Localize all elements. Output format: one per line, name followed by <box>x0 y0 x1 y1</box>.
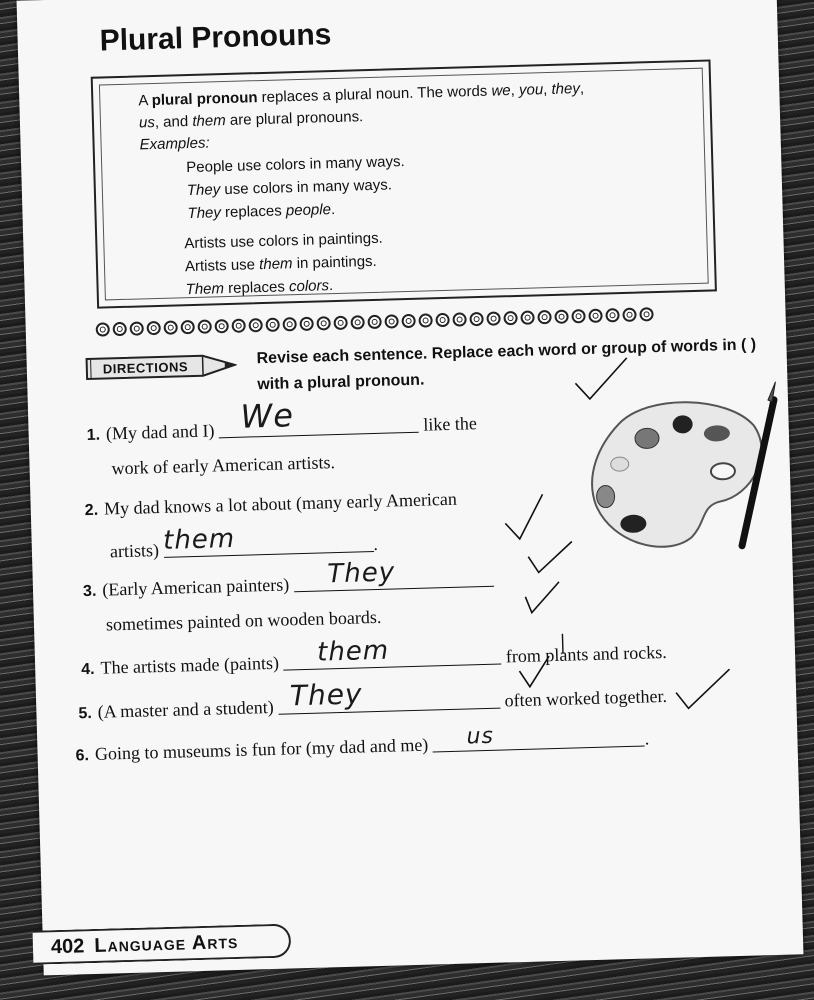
decorative-dot <box>588 309 602 323</box>
decorative-dot <box>232 319 246 333</box>
answer-blank-6[interactable] <box>432 723 645 753</box>
decorative-dot <box>248 318 262 332</box>
rule-intro: A plural pronoun replaces a plural noun. The words we, you, they, <box>138 79 585 110</box>
exercise-2: 2. My dad knows a lot about (many early American <box>84 488 458 520</box>
decorative-dot <box>333 316 347 330</box>
exercise-3-cont: sometimes painted on wooden boards. <box>105 606 382 635</box>
check-mark-icon <box>675 669 730 708</box>
answer-blank-1[interactable] <box>219 396 420 439</box>
decorative-dot <box>503 311 517 325</box>
decorative-dot <box>418 313 432 327</box>
decorative-dot <box>469 312 483 326</box>
example-4: Artists use colors in paintings. <box>184 229 383 253</box>
answer-5: They <box>289 677 363 713</box>
answer-blank-3[interactable] <box>293 557 494 593</box>
example-6: Them replaces colors. <box>185 277 334 299</box>
decorative-dot <box>215 319 229 333</box>
check-mark-icon <box>525 582 560 613</box>
decorative-dot <box>265 318 279 332</box>
exercise-2-cont: artists) them . <box>109 523 379 562</box>
answer-blank-2[interactable] <box>162 523 374 558</box>
exercise-3: 3. (Early American painters) They <box>83 566 494 601</box>
exercise-1-cont: work of early American artists. <box>111 452 336 479</box>
examples-label: Examples: <box>139 134 210 154</box>
answer-2: them <box>162 523 236 556</box>
decorative-dot <box>554 310 568 324</box>
decorative-dot <box>435 313 449 327</box>
example-3: They replaces people. <box>187 200 336 223</box>
answer-4: them <box>316 635 390 668</box>
check-mark-icon <box>528 542 573 573</box>
answer-blank-4[interactable] <box>283 635 502 671</box>
paint-blob-icon <box>596 485 615 507</box>
decorative-dot <box>350 315 364 329</box>
check-mark-icon <box>505 494 544 539</box>
example-1: People use colors in many ways. <box>186 153 405 177</box>
directions-pencil-badge <box>84 351 237 383</box>
exercise-5: 5. (A master and a student) They often worked together. <box>78 677 668 723</box>
decorative-dot-border <box>96 307 654 337</box>
directions-text: Revise each sentence. Replace each word or group of words in ( ) with a plural pronoun. <box>256 336 757 394</box>
decorative-dot <box>147 321 161 335</box>
decorative-dot <box>96 322 110 336</box>
worksheet-page <box>17 0 804 975</box>
exercise-1: 1. (My dad and I) We like the <box>86 396 478 445</box>
decorative-dot <box>282 317 296 331</box>
answer-1: We <box>240 396 295 436</box>
directions-label: DIRECTIONS <box>102 359 189 377</box>
section-name: Language Arts <box>94 930 239 957</box>
example-5: Artists use them in paintings. <box>184 252 377 276</box>
paint-blob-icon <box>611 457 629 471</box>
example-2: They use colors in many ways. <box>186 176 393 200</box>
decorative-dot <box>367 315 381 329</box>
decorative-dot <box>605 308 619 322</box>
decorative-dot <box>198 319 212 333</box>
decorative-dot <box>622 308 636 322</box>
page-footer <box>33 924 292 965</box>
answer-blank-5[interactable] <box>278 677 500 715</box>
rule-intro-cont: us, and them are plural pronouns. <box>138 108 364 132</box>
decorative-dot <box>384 314 398 328</box>
page-number: 402 <box>50 934 85 958</box>
decorative-dot <box>452 312 466 326</box>
decorative-dot <box>639 307 653 321</box>
paint-blob-icon <box>635 428 660 449</box>
decorative-dot <box>571 309 585 323</box>
answer-6: us <box>466 723 495 750</box>
decorative-dot <box>181 320 195 334</box>
palette-thumb-hole <box>711 463 735 480</box>
decorative-dot <box>113 322 127 336</box>
page-title: Plural Pronouns <box>99 18 332 58</box>
rule-box <box>91 59 717 308</box>
exercise-6: 6. Going to museums is fun for (my dad and me) us . <box>75 723 650 765</box>
decorative-dot <box>299 317 313 331</box>
exercise-4: 4. The artists made (paints) them from plants and rocks. <box>81 635 668 679</box>
decorative-dot <box>130 321 144 335</box>
decorative-dot <box>164 320 178 334</box>
decorative-dot <box>401 314 415 328</box>
decorative-dot <box>316 316 330 330</box>
paint-palette-icon <box>577 380 782 566</box>
answer-3: They <box>327 557 396 590</box>
decorative-dot <box>537 310 551 324</box>
decorative-dot <box>486 311 500 325</box>
decorative-dot <box>520 310 534 324</box>
